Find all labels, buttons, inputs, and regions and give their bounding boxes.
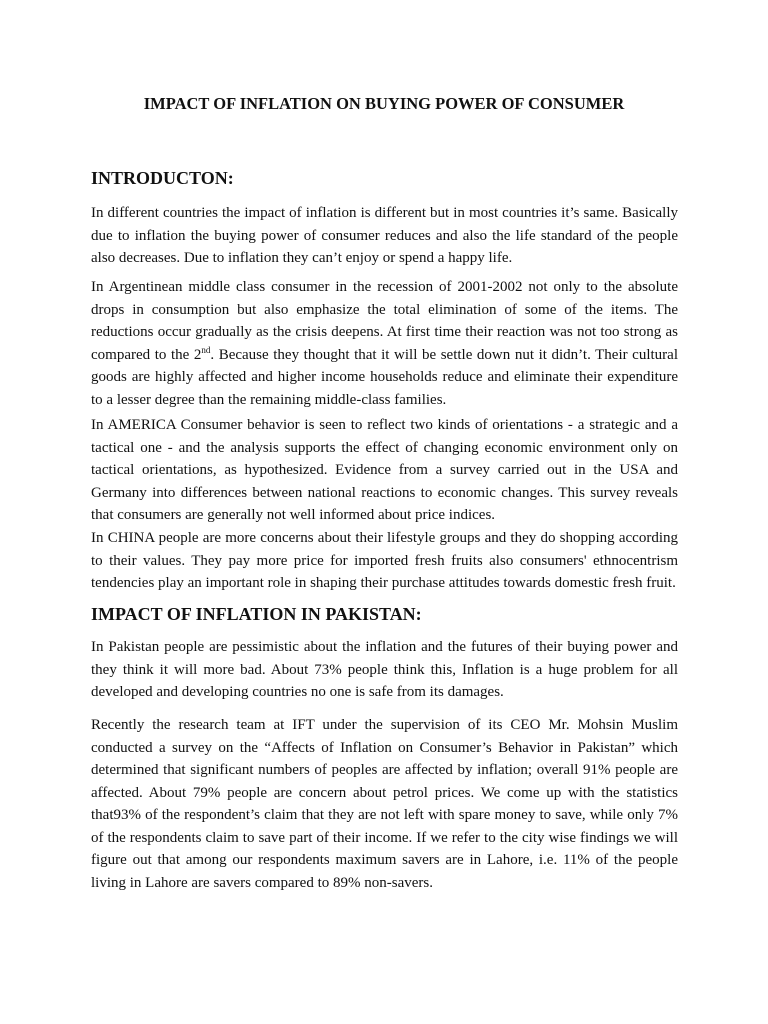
document-title: IMPACT OF INFLATION ON BUYING POWER OF CONSUMER — [143, 94, 625, 113]
pakistan-paragraph-outlook: In Pakistan people are pessimistic about the inflation and the futures of their buying power and they think it will more bad. About 73% people think this, Inflation is a huge problem for all developed and developing countries no one is safe from its damages. — [91, 639, 678, 700]
pakistan-heading: IMPACT OF INFLATION IN PAKISTAN: — [91, 604, 422, 624]
intro-paragraph-general: In different countries the impact of inflation is different but in most countries it’s same. Basically due to inflation the buying power of consumer reduces and also the life standard of the people also decreases. Due to inflation they can’t enjoy or spend a happy life. — [91, 205, 678, 266]
intro-paragraph-america: In AMERICA Consumer behavior is seen to reflect two kinds of orientations - a strategic and a tactical one - and the analysis supports the effect of changing economic environment only on tactical orientations, as hypothesized. Evidence from a survey carried out in the USA and Germany into differences between national reactions to economic changes. This survey reveals that consumers are generally not well informed about price indices. — [91, 417, 678, 523]
argentina-text-before: In Argentinean middle class consumer in the recession of 2001-2002 not only to the absolute drops in consumption but also emphasize the total elimination of some of the items. The reductions occur gradually as the crisis deepens. At first time their reaction was not too strong as compared to the 2 — [91, 279, 678, 363]
argentina-text-after: . Because they thought that it will be settle down nut it didn’t. Their cultural goods are highly affected and higher income households reduce and eliminate their expenditure to a lesser degree than the remaining middle-class families. — [91, 346, 678, 408]
introduction-heading: INTRODUCTON: — [91, 168, 234, 188]
intro-paragraph-china: In CHINA people are more concerns about their lifestyle groups and they do shopping according to their values. They pay more price for imported fresh fruits also consumers' ethnocentrism tendencies play an important role in shaping their purchase attitudes towards domestic fresh fruit. — [91, 530, 678, 591]
intro-paragraph-argentina — [91, 276, 678, 411]
pakistan-paragraph-survey: Recently the research team at IFT under the supervision of its CEO Mr. Mohsin Muslim conducted a survey on the “Affects of Inflation on Consumer’s Behavior in Pakistan” which determined that significant numbers of peoples are affected by inflation; overall 91% people are affected. About 79% people are concern about petrol prices. We come up with the statistics that93% of the respondent’s claim that they are not left with spare money to save, while only 7% of the respondents claim to save part of their income. If we refer to the city wise findings we will figure out that among our respondents maximum savers are in Lahore, i.e. 11% of the people living in Lahore are savers compared to 89% non-savers. — [91, 717, 678, 891]
ordinal-superscript: nd — [201, 344, 211, 355]
